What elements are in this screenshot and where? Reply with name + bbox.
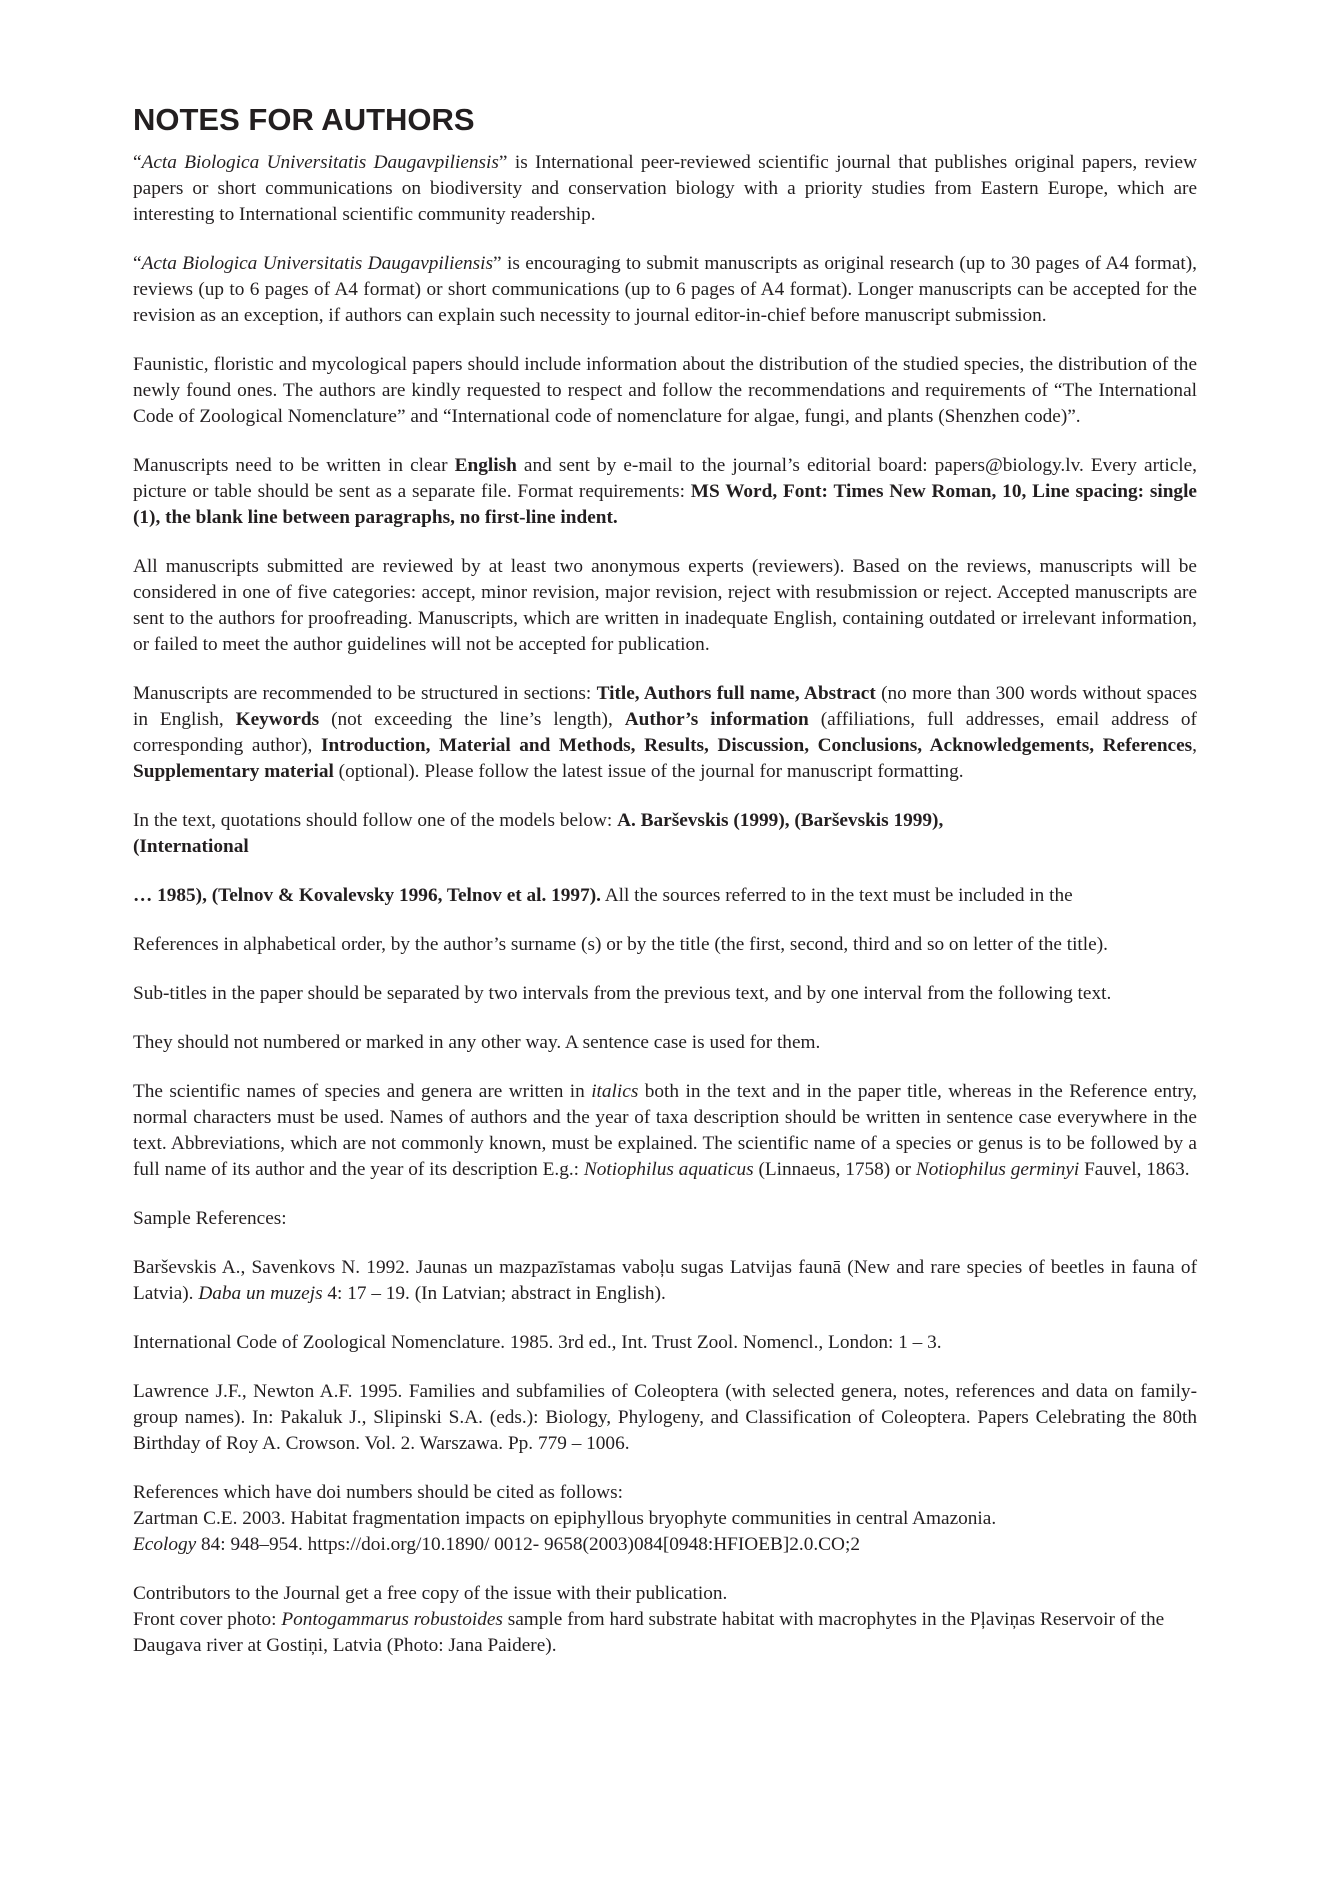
text: Manuscripts need to be written in clear [133,455,455,476]
paragraph-quotations [133,808,1197,860]
paragraph-review-process: All manuscripts submitted are reviewed by at least two anonymous experts (reviewers). Based on the reviews, manuscripts will be considered in one of five categories: accept, minor revision, major revision, reject with resubmission or reject. Accepted manuscripts are sent to the authors for proofreading. Manuscripts, which are written in inadequate English, containing outdated or irrelevant information, or failed to meet the author guidelines will not be accepted for publication. [133,556,1197,655]
text: , [1192,735,1197,756]
italic-text: Pontogammarus robustoides [281,1609,503,1630]
paragraph-subtitles: Sub-titles in the paper should be separated by two intervals from the previous text, and by one interval from the following text. [133,983,1112,1004]
sample-references-heading: Sample References: [133,1208,287,1229]
text: The scientific names of species and genera are written in [133,1081,592,1102]
italic-text: Daba un muzejs [198,1283,323,1304]
reference-entry [133,1255,1197,1307]
paragraph-journal-scope [133,150,1197,228]
journal-name: Acta Biologica Universitatis Daugavpiliensis [141,253,494,274]
paragraph-faunistic-papers: Faunistic, floristic and mycological papers should include information about the distribution of the studied species, the distribution of the newly found ones. The authors are kindly requested to respect and follow the recommendations and requirements of “The International Code of Zoological Nomenclature” and “International code of nomenclature for algae, fungi, and plants (Shenzhen code)”. [133,354,1197,427]
text: (not exceeding the line’s length), [319,709,625,730]
text: “ [133,152,142,173]
paragraph-quotations-continued [133,883,1197,909]
text: Front cover photo: [133,1609,282,1630]
text: (optional). Please follow the latest issue of the journal for manuscript formatting. [333,761,964,782]
bold-text: Title, Authors full name, Abstract [596,683,876,704]
text: (Linnaeus, 1758) or [753,1159,916,1180]
text: (no more than 300 words without spaces in English, [133,683,1197,730]
text: References which have doi numbers should be cited as follows: [133,1482,623,1503]
text: Fauvel, 1863. [1079,1159,1190,1180]
text: and sent by e-mail to the journal’s editorial board: papers@biology.lv. Every article, picture or table should be sent as a separate file. Format requirements: [133,455,1197,502]
text: 84: 948–954. https://doi.org/10.1890/ 0012- 9658(2003)084[0948:HFIOEB]2.0.CO;2 [196,1534,860,1555]
italic-text: Notiophilus aquaticus [583,1159,754,1180]
bold-text: English [454,455,517,476]
text: sample from hard substrate habitat with macrophytes in the Pļaviņas Reservoir of the Daugava river at Gostiņi, Latvia (Photo: Jana Paidere). [133,1609,1165,1656]
text: Zartman C.E. 2003. Habitat fragmentation impacts on epiphyllous bryophyte communities in central Amazonia. [133,1508,997,1529]
reference-entry: Lawrence J.F., Newton A.F. 1995. Families and subfamilies of Coleoptera (with selected genera, notes, references and data on family-group names). In: Pakaluk J., Slipinski S.A. (eds.): Biology, Phylogeny, and Classification of Coleoptera. Papers Celebrating the 80th Birthday of Roy A. Crowson. Vol. 2. Warszawa. Pp. 779 – 1006. [133,1381,1197,1454]
bold-text: A. Barševskis (1999), (Barševskis 1999), [617,810,944,831]
text: Manuscripts are recommended to be structured in sections: [133,683,597,704]
reference-entry: International Code of Zoological Nomenclature. 1985. 3rd ed., Int. Trust Zool. Nomencl., London: 1 – 3. [133,1332,942,1353]
text: (affiliations, full addresses, email address of corresponding author), [133,709,1197,756]
italic-text: italics [591,1081,639,1102]
bold-text: Supplementary material [133,761,334,782]
paragraph-subtitles-case: They should not numbered or marked in any other way. A sentence case is used for them. [133,1032,821,1053]
document-page [133,100,1197,1659]
text: ” is International peer-reviewed scientific journal that publishes original papers, review papers or short communications on biodiversity and conservation biology with a priority studies from Eastern Europe, which are interesting to International scientific community readership. [133,152,1197,225]
text: “ [133,253,142,274]
paragraph-manuscript-length [133,251,1197,329]
paragraph-format-requirements [133,453,1197,531]
text: ” is encouraging to submit manuscripts as original research (up to 30 pages of A4 format), reviews (up to 6 pages of A4 format) or short communications (up to 6 pages of A4 format). Longer manuscripts can be accepted for the revision as an exception, if authors can explain such necessity to journal editor-in-chief before manuscript submission. [133,253,1197,326]
journal-name: Acta Biologica Universitatis Daugavpiliensis [141,152,499,173]
bold-text: (International [133,836,249,857]
paragraph-doi-references [133,1480,1197,1558]
page-title: NOTES FOR AUTHORS [133,102,475,137]
bold-text: … 1985), (Telnov & Kovalevsky 1996, Telnov et al. 1997). [133,885,601,906]
bold-text: MS Word, Font: Times New Roman, 10, Line spacing: single (1), the blank line between paragraphs, no first-line indent. [133,481,1197,528]
italic-text: Ecology [133,1534,197,1555]
paragraph-references-order: References in alphabetical order, by the author’s surname (s) or by the title (the first, second, third and so on letter of the title). [133,934,1108,955]
paragraph-contributors [133,1581,1197,1659]
paragraph-scientific-names [133,1079,1197,1183]
text: Barševskis A., Savenkovs N. 1992. Jaunas un mazpazīstamas vaboļu sugas Latvijas faunā (New and rare species of beetles in fauna of Latvia). [133,1257,1197,1304]
italic-text: Notiophilus germinyi [915,1159,1080,1180]
bold-text: Author’s information [624,709,809,730]
bold-text: Introduction, Material and Methods, Results, Discussion, Conclusions, Acknowledgements, References [320,735,1193,756]
bold-text: Keywords [235,709,320,730]
text: In the text, quotations should follow one of the models below: [133,810,618,831]
text: All the sources referred to in the text must be included in the [600,885,1073,906]
text: 4: 17 – 19. (In Latvian; abstract in English). [322,1283,666,1304]
paragraph-structure [133,681,1197,785]
text: Contributors to the Journal get a free copy of the issue with their publication. [133,1583,728,1604]
text: both in the text and in the paper title, whereas in the Reference entry, normal characters must be used. Names of authors and the year of taxa description should be written in sentence case everywhere in the text. Abbreviations, which are not commonly known, must be explained. The scientific name of a species or genus is to be followed by a full name of its author and the year of its description E.g.: [133,1081,1197,1180]
